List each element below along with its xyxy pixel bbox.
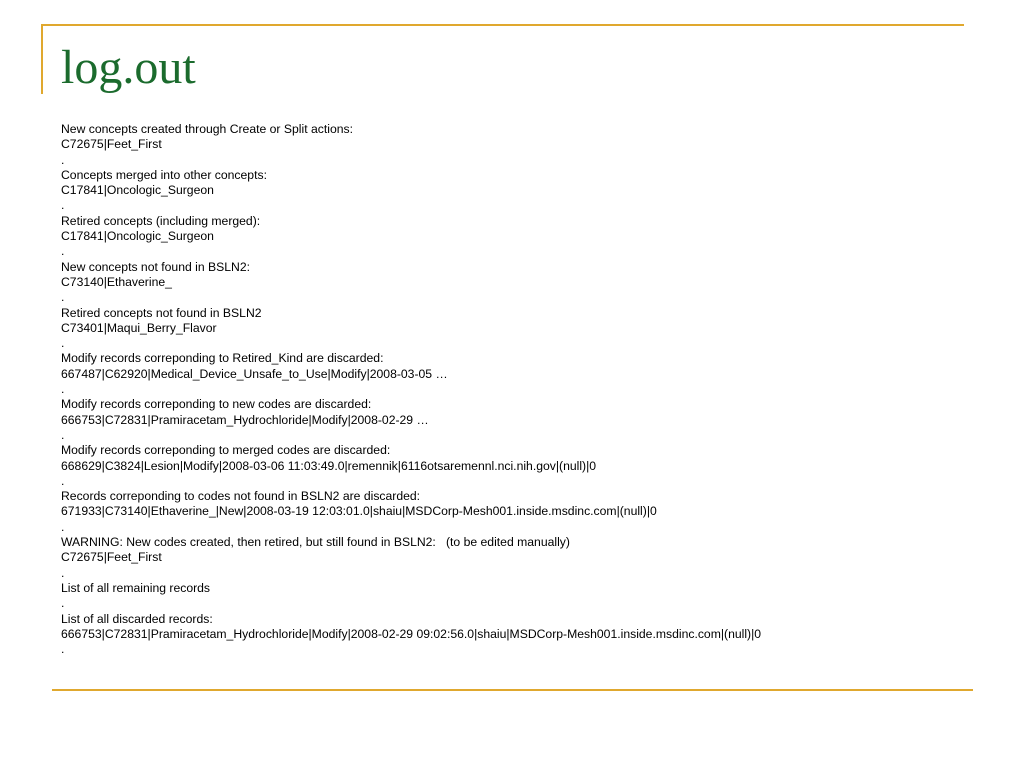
log-line: New concepts created through Create or Split actions: <box>61 122 353 136</box>
log-content <box>61 122 961 657</box>
log-line: 666753|C72831|Pramiracetam_Hydrochloride|Modify|2008-02-29 … <box>61 412 429 427</box>
log-line: . <box>61 382 65 397</box>
log-line: . <box>61 642 65 657</box>
log-line: Modify records correponding to merged codes are discarded: <box>61 443 391 458</box>
log-line: Modify records correponding to new codes are discarded: <box>61 397 372 412</box>
log-line: C73401|Maqui_Berry_Flavor <box>61 320 217 335</box>
log-line: 671933|C73140|Ethaverine_|New|2008-03-19 12:03:01.0|shaiu|MSDCorp-Mesh001.inside.msdinc.com|(null)|0 <box>61 504 657 519</box>
bottom-divider <box>52 689 973 691</box>
log-line: Concepts merged into other concepts: <box>61 167 267 182</box>
log-line: 668629|C3824|Lesion|Modify|2008-03-06 11:03:49.0|remennik|6116otsaremennl.nci.nih.gov|(null)|0 <box>61 458 597 473</box>
log-line: C17841|Oncologic_Surgeon <box>61 183 214 198</box>
log-line: . <box>61 152 65 167</box>
log-line: C73140|Ethaverine_ <box>61 274 172 289</box>
log-line: . <box>61 290 65 305</box>
log-line: New concepts not found in BSLN2: <box>61 259 251 274</box>
log-line: . <box>61 336 65 351</box>
log-line: WARNING: New codes created, then retired, but still found in BSLN2: (to be edited manually) <box>61 535 570 550</box>
log-line: 666753|C72831|Pramiracetam_Hydrochloride|Modify|2008-02-29 09:02:56.0|shaiu|MSDCorp-Mesh001.inside.msdinc.com|(null)|0 <box>61 626 762 641</box>
log-line: . <box>61 565 65 580</box>
log-line: . <box>61 427 65 442</box>
log-line: . <box>61 596 65 611</box>
log-line: Modify records correponding to Retired_Kind are discarded: <box>61 351 384 366</box>
log-line: . <box>61 244 65 259</box>
log-line: Retired concepts not found in BSLN2 <box>61 305 262 320</box>
log-line: C72675|Feet_First <box>61 137 162 152</box>
top-divider <box>41 24 964 26</box>
log-line: C72675|Feet_First <box>61 550 162 565</box>
log-line: . <box>61 519 65 534</box>
log-line: . <box>61 198 65 213</box>
left-divider <box>41 24 43 94</box>
log-line: 667487|C62920|Medical_Device_Unsafe_to_Use|Modify|2008-03-05 … <box>61 366 448 381</box>
log-line: C17841|Oncologic_Surgeon <box>61 229 214 244</box>
log-line: Records correponding to codes not found in BSLN2 are discarded: <box>61 489 421 504</box>
log-line: List of all discarded records: <box>61 611 213 626</box>
log-line: . <box>61 473 65 488</box>
log-line: List of all remaining records <box>61 580 211 595</box>
log-line: Retired concepts (including merged): <box>61 213 261 228</box>
slide-title: log.out <box>61 41 196 94</box>
